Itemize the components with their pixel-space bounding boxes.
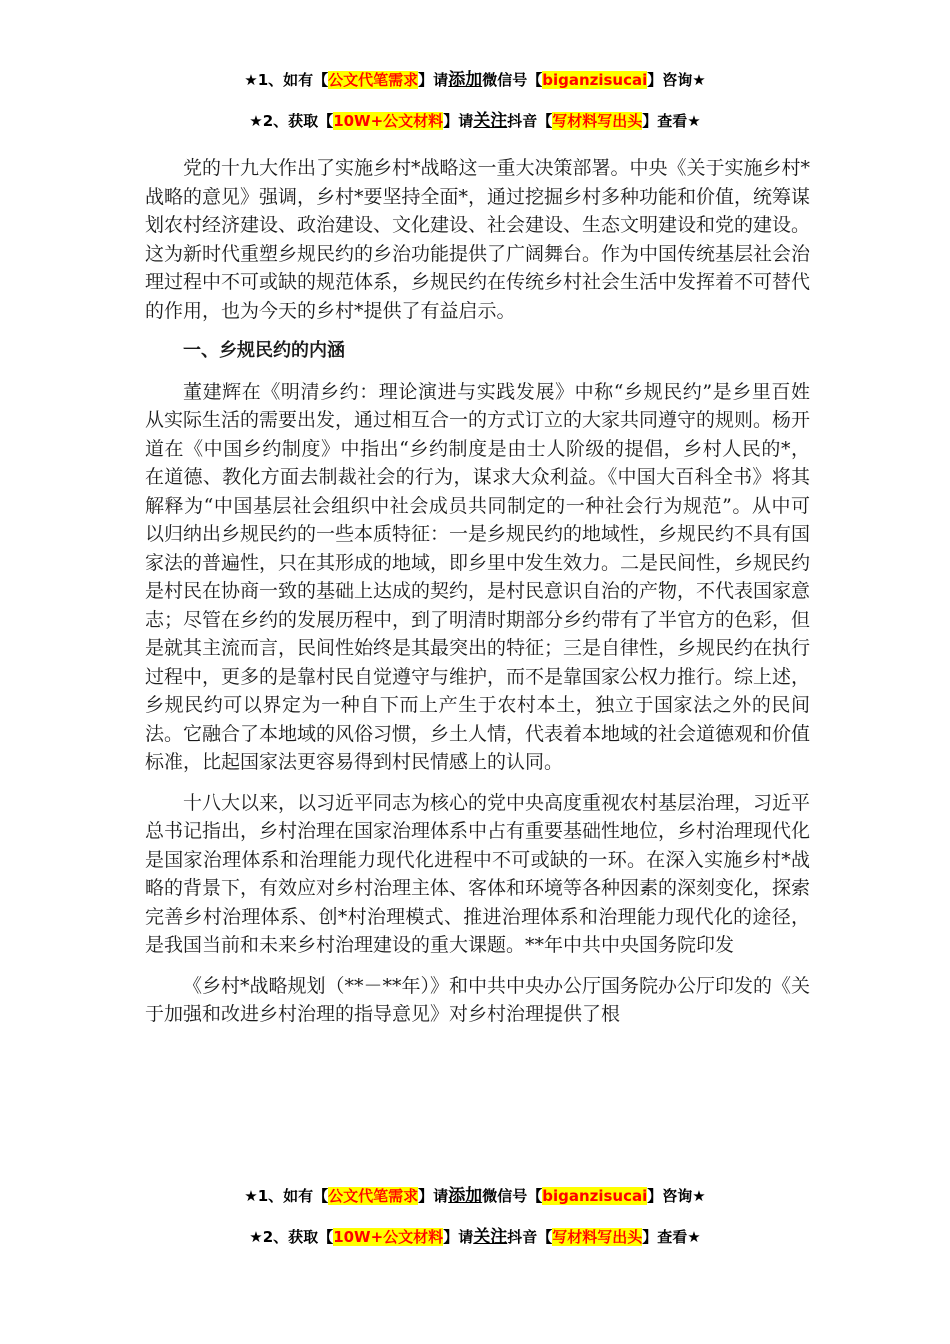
- highlight-materials: 10W+公文材料: [333, 112, 444, 130]
- top-banner-line-1: [0, 69, 950, 91]
- banner-text: 抖音【: [507, 1228, 553, 1246]
- paragraph-intro: 党的十九大作出了实施乡村*战略这一重大决策部署。中央《关于实施乡村*战略的意见》强调，乡村*要坚持全面*，通过挖掘乡村多种功能和价值，统筹谋划农村经济建设、政治建设、文化建设、社会建设、生态文明建设和党的建设。这为新时代重塑乡规民约的乡治功能提供了广阔舞台。作为中国传统基层社会治理过程中不可或缺的规范体系，乡规民约在传统乡村社会生活中发挥着不可替代的作用，也为今天的乡村*提供了有益启示。: [145, 157, 811, 322]
- underlined-action: 关注: [473, 1227, 508, 1247]
- banner-text: 】查看★: [642, 1228, 701, 1246]
- banner-text: 】咨询★: [647, 71, 706, 89]
- bottom-banner-line-2: [0, 1226, 950, 1248]
- banner-text: ★1、如有【: [244, 1187, 329, 1205]
- banner-text: ★1、如有【: [244, 71, 329, 89]
- banner-text: ★2、获取【: [249, 112, 334, 130]
- highlight-materials: 10W+公文材料: [333, 1228, 444, 1246]
- banner-text: 微信号【: [482, 71, 543, 89]
- highlight-wechat-id: biganzisucai: [542, 71, 648, 89]
- document-body: [145, 154, 810, 1041]
- banner-text: 微信号【: [482, 1187, 543, 1205]
- banner-text: 】请: [418, 1187, 449, 1205]
- banner-text: 】请: [418, 71, 449, 89]
- bottom-banner-line-1: [0, 1185, 950, 1207]
- paragraph-continued: 《乡村*战略规划（**－**年）》和中共中央办公厅国务院办公厅印发的《关于加强和改进乡村治理的指导意见》对乡村治理提供了根: [145, 974, 811, 1025]
- paragraph-connotation: 董建辉在《明清乡约：理论演进与实践发展》中称“乡规民约”是乡里百姓从实际生活的需要出发，通过相互合一的方式订立的大家共同遵守的规则。杨开道在《中国乡约制度》中指出“乡约制度是由士人阶级的提倡，乡村人民的*，在道德、教化方面去制裁社会的行为，谋求大众利益。《中国大百科全书》将其解释为“中国基层社会组织中社会成员共同制定的一种社会行为规范”。从中可以归纳出乡规民约的一些本质特征：一是乡规民约的地域性，乡规民约不具有国家法的普遍性，只在其形成的地域，即乡里中发生效力。二是民间性，乡规民约是村民在协商一致的基础上达成的契约，是村民意识自治的产物，不代表国家意志；尽管在乡约的发展历程中，到了明清时期部分乡约带有了半官方的色彩，但是就其主流而言，民间性始终是其最突出的特征；三是自律性，乡规民约在执行过程中，更多的是靠村民自觉遵守与维护，而不是靠国家公权力推行。综上述，乡规民约可以界定为一种自下而上产生于农村本土，独立于国家法之外的民间法。它融合了本地域的风俗习惯，乡土人情，代表着本地域的社会道德观和价值标准，比起国家法更容易得到村民情感上的认同。: [145, 380, 811, 773]
- highlight-douyin-name: 写材料写出头: [552, 1228, 643, 1246]
- highlight-service: 公文代笔需求: [328, 1187, 419, 1205]
- underlined-action: 添加: [448, 1186, 483, 1206]
- top-banner-line-2: [0, 110, 950, 132]
- banner-text: 】请: [443, 1228, 474, 1246]
- banner-text: 】咨询★: [647, 1187, 706, 1205]
- underlined-action: 关注: [473, 111, 508, 131]
- banner-text: 】查看★: [642, 112, 701, 130]
- banner-text: 抖音【: [507, 112, 553, 130]
- banner-text: ★2、获取【: [249, 1228, 334, 1246]
- paragraph-governance: 十八大以来，以习近平同志为核心的党中央高度重视农村基层治理，习近平总书记指出，乡村治理在国家治理体系中占有重要基础性地位，乡村治理现代化是国家治理体系和治理能力现代化进程中不可或缺的一环。在深入实施乡村*战略的背景下，有效应对乡村治理主体、客体和环境等各种因素的深刻变化，探索完善乡村治理体系、创*村治理模式、推进治理体系和治理能力现代化的途径，是我国当前和未来乡村治理建设的重大课题。**年中共中央国务院印发: [145, 791, 811, 956]
- underlined-action: 添加: [448, 70, 483, 90]
- highlight-douyin-name: 写材料写出头: [552, 112, 643, 130]
- section-heading: 一、乡规民约的内涵: [183, 340, 345, 361]
- highlight-wechat-id: biganzisucai: [542, 1187, 648, 1205]
- highlight-service: 公文代笔需求: [328, 71, 419, 89]
- banner-text: 】请: [443, 112, 474, 130]
